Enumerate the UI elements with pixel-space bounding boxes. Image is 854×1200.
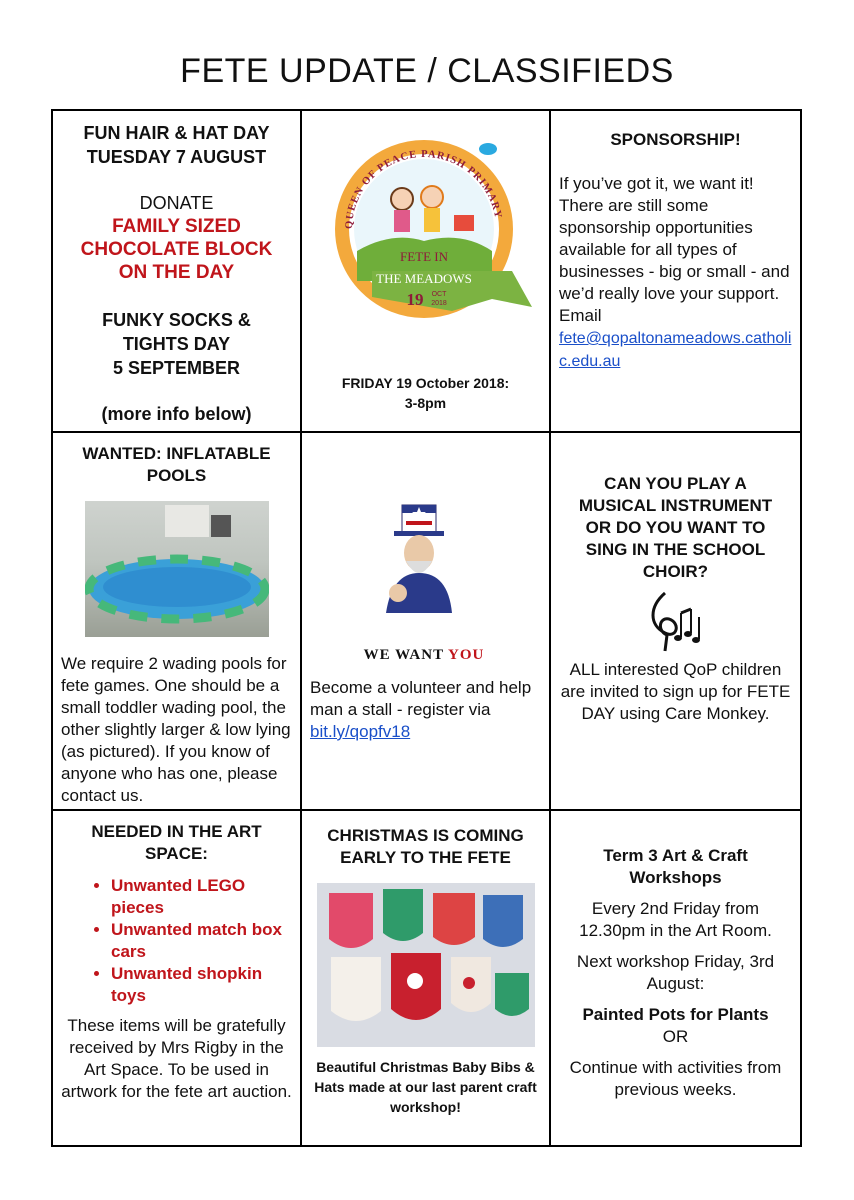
sponsorship-heading: SPONSORSHIP!: [610, 130, 741, 149]
workshops-cell: [551, 811, 800, 1145]
boy-figure-icon: [421, 186, 443, 208]
sponsorship-body: If you’ve got it, we want it! There are still some sponsorship opportunities available for all types of businesses - big or small - and we’d really love your support.: [559, 174, 790, 303]
logo-banner-2: THE MEADOWS: [376, 271, 472, 286]
donate-label: DONATE: [139, 193, 214, 213]
page-title: FETE UPDATE / CLASSIFIEDS: [180, 52, 674, 90]
workshops-alternative: Continue with activities from previous weeks.: [569, 1058, 782, 1099]
donate-red-1: FAMILY SIZED: [112, 216, 241, 237]
volunteer-cell: [302, 433, 551, 811]
music-notes-icon: [641, 585, 711, 655]
music-heading-3: OR DO YOU WANT TO: [585, 518, 766, 537]
pools-heading-2: POOLS: [146, 466, 207, 485]
bird-icon: [479, 143, 497, 155]
christmas-caption: Beautiful Christmas Baby Bibs & Hats made at our last parent craft workshop!: [314, 1059, 537, 1115]
christmas-cell: [302, 811, 551, 1145]
girl-figure-icon: [391, 188, 413, 210]
hair-hat-day-cell: [53, 111, 302, 433]
donate-red-2: CHOCOLATE BLOCK: [80, 239, 273, 260]
more-info-note: (more info below): [101, 404, 252, 424]
donate-red-3: ON THE DAY: [118, 262, 235, 283]
volunteer-register-link[interactable]: bit.ly/qopfv18: [310, 722, 411, 741]
sponsorship-email-link[interactable]: fete@qopaltonameadows.catholic.edu.au: [559, 330, 792, 370]
christmas-bibs-photo: [317, 883, 535, 1047]
art-space-items: [59, 875, 294, 1007]
list-item: • Unwanted shopkin toys: [111, 963, 294, 1007]
workshops-heading-1: Term 3 Art & Craft: [603, 846, 748, 865]
uncle-sam-poster: [302, 433, 547, 673]
logo-date-year: 2018: [431, 300, 447, 307]
workshops-schedule: Every 2nd Friday from 12.30pm in the Art Room.: [579, 899, 772, 940]
socks-heading-3: 5 SEPTEMBER: [112, 358, 241, 378]
fete-date-line-1: FRIDAY 19 October 2018:: [341, 375, 510, 391]
stall-icon: [454, 215, 474, 231]
music-heading-4: SING IN THE SCHOOL: [585, 540, 766, 559]
list-item: • Unwanted match box cars: [111, 919, 294, 963]
fete-date-caption: [302, 373, 549, 413]
christmas-heading-1: CHRISTMAS IS COMING: [327, 826, 524, 845]
hair-hat-heading-2: TUESDAY 7 AUGUST: [86, 147, 267, 167]
logo-arc-text: QUEEN OF PEACE PARISH PRIMARY: [343, 148, 504, 230]
christmas-heading-2: EARLY TO THE FETE: [340, 848, 511, 867]
poster-you: YOU: [448, 647, 485, 663]
logo-banner-1: FETE IN: [399, 249, 449, 264]
sponsorship-cell: [551, 111, 800, 433]
music-heading-2: MUSICAL INSTRUMENT: [578, 496, 773, 515]
workshops-next: Next workshop Friday, 3rd August:: [576, 952, 775, 993]
classifieds-grid: [51, 109, 802, 1147]
logo-date-day: 19: [406, 290, 424, 309]
music-heading-5: CHOIR?: [642, 562, 709, 581]
pools-body: We require 2 wading pools for fete games. One should be a small toddler wading pool, the other slightly larger & low lying (as pictured). If you know of anyone who has one, please contact us.: [61, 654, 291, 805]
art-space-heading-2: SPACE:: [145, 844, 208, 863]
pools-heading-1: WANTED: INFLATABLE: [82, 444, 271, 463]
fete-logo-cell: [302, 111, 551, 433]
workshops-or: OR: [662, 1027, 689, 1046]
fete-date-line-2: 3-8pm: [404, 395, 447, 411]
art-space-heading-1: NEEDED IN THE ART: [91, 822, 262, 841]
workshops-heading-2: Workshops: [629, 868, 722, 887]
svg-text:WE WANT YOU: [364, 647, 485, 663]
socks-heading-2: TIGHTS DAY: [122, 334, 231, 354]
socks-heading-1: FUNKY SOCKS &: [102, 310, 251, 330]
music-body: ALL interested QoP children are invited to sign up for FETE DAY using Care Monkey.: [560, 660, 791, 723]
logo-date-month: OCT: [431, 291, 447, 298]
poster-we-want: WE WANT: [363, 647, 449, 663]
sponsorship-email-label: Email: [559, 306, 602, 325]
fete-logo: [302, 111, 547, 361]
inflatable-pool-photo: [85, 501, 269, 637]
list-item: • Unwanted LEGO pieces: [111, 875, 294, 919]
volunteer-body: Become a volunteer and help man a stall - register via: [310, 678, 532, 719]
art-space-cell: [53, 811, 302, 1145]
volunteer-caption: [310, 677, 543, 743]
art-space-body: These items will be gratefully received by Mrs Rigby in the Art Space. To be used in artwork for the fete art auction.: [61, 1016, 292, 1101]
music-heading-1: CAN YOU PLAY A: [604, 474, 747, 493]
workshops-activity: Painted Pots for Plants: [582, 1005, 769, 1024]
inflatable-pools-cell: [53, 433, 302, 811]
music-cell: [551, 433, 800, 811]
hair-hat-heading-1: FUN HAIR & HAT DAY: [83, 123, 270, 143]
